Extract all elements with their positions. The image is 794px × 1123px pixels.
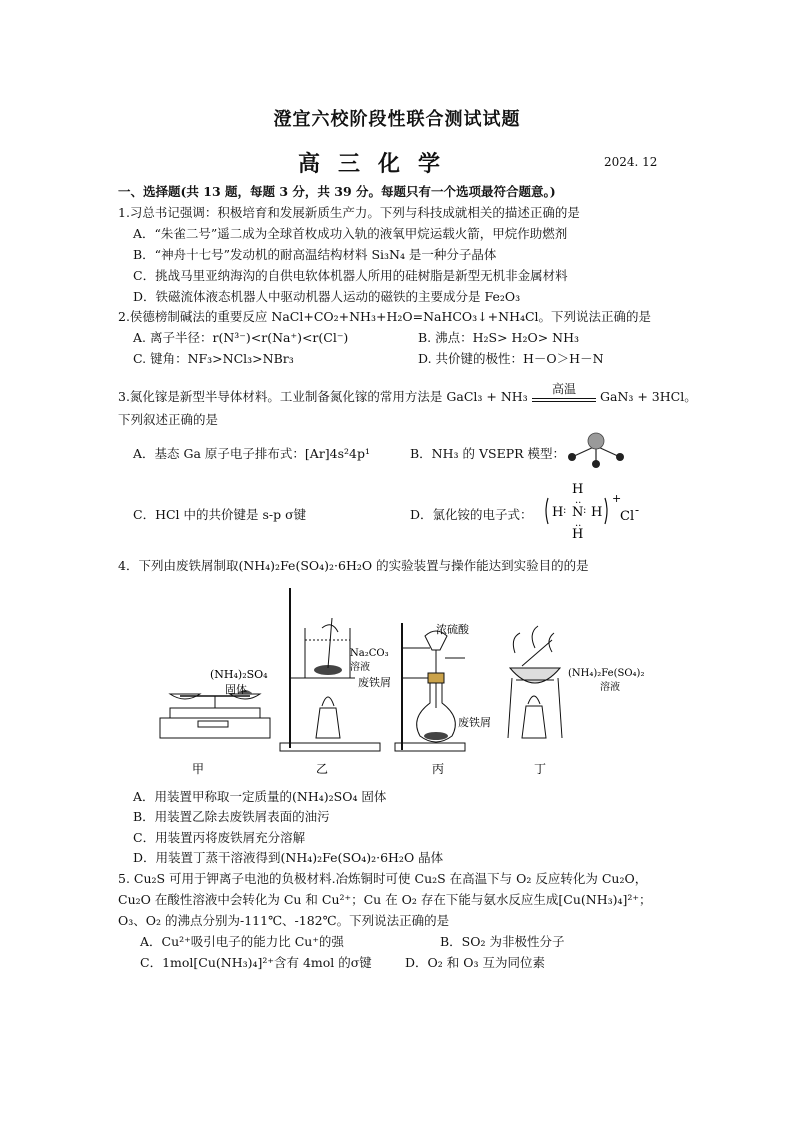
q4-stem: 4．下列由废铁屑制取(NH₄)₂Fe(SO₄)₂·6H₂O 的实验装置与操作能达到实验目的的是	[118, 558, 589, 573]
q1-option-a: A．“朱雀二号”遥二成为全球首枚成功入轨的液氧甲烷运载火箭，甲烷作助燃剂	[133, 226, 568, 241]
section-heading: 一、选择题(共 13 题，每题 3 分，共 39 分。每题只有一个选项最符合题意。)	[118, 184, 556, 199]
n-center: N	[572, 505, 584, 520]
q4-option-c: C．用装置丙将废铁屑充分溶解	[133, 830, 306, 845]
q3-stem-part1: 3.氮化镓是新型半导体材料。工业制备氮化镓的常用方法是 GaCl₃ + NH₃	[118, 389, 528, 404]
h-right: H	[591, 505, 603, 520]
chloride: Cl	[620, 509, 635, 524]
condition-label: 高温	[551, 382, 576, 396]
q2-option-b: B. 沸点：H₂S> H₂O> NH₃	[418, 330, 580, 345]
q2-option-d: D. 共价键的极性：H－O＞H－N	[418, 351, 604, 366]
jia-state-label: 固体	[225, 683, 247, 696]
anion-charge: -	[635, 503, 640, 517]
electron-formula-figure	[538, 480, 668, 542]
q3-stem-part3: 下列叙述正确的是	[118, 412, 219, 427]
q3-option-d: D．氯化铵的电子式：	[410, 507, 533, 522]
q3-option-a: A．基态 Ga 原子电子排布式：[Ar]4s²4p¹	[133, 446, 371, 461]
q3-option-c: C．HCl 中的共价键是 s-p σ键	[133, 507, 307, 522]
exam-title: 澄宜六校阶段性联合测试试题	[273, 109, 521, 130]
q2-option-a: A. 离子半径：r(N³⁻)<r(Na⁺)<r(Cl⁻)	[133, 330, 349, 345]
q5-line-1: 5. Cu₂S 可用于钾离子电池的负极材料.冶炼铜时可使 Cu₂S 在高温下与 O₂ 反应转化为 Cu₂O，	[118, 871, 648, 886]
flask-funnel-apparatus	[395, 623, 465, 751]
q5-option-a: A．Cu²⁺吸引电子的能力比 Cu⁺的强	[140, 934, 344, 949]
svg-text::: :	[583, 505, 587, 516]
q1-option-d: D．铁磁流体液态机器人中驱动机器人运动的磁铁的主要成分是 Fe₂O₃	[133, 289, 521, 304]
balance-apparatus	[160, 690, 270, 738]
yi-state-label: 溶液	[350, 662, 370, 673]
q5-option-c: C．1mol[Cu(NH₃)₄]²⁺含有 4mol 的σ键	[140, 955, 372, 970]
q4-option-b: B．用装置乙除去废铁屑表面的油污	[133, 809, 330, 824]
q1-stem: 1.习总书记强调：积极培育和发展新质生产力。下列与科技成就相关的描述正确的是	[118, 205, 580, 220]
label-yi: 乙	[316, 762, 329, 776]
yi-scrap-label: 废铁屑	[358, 676, 391, 689]
h-top: H	[572, 482, 584, 497]
q3-option-b: B．NH₃ 的 VSEPR 模型：	[410, 446, 565, 461]
svg-text:..: ..	[575, 495, 582, 506]
bing-acid-label: 浓硫酸	[436, 623, 469, 636]
exam-date: 2024. 12	[604, 155, 658, 169]
q1-option-b: B．“神舟十七号”发动机的耐高温结构材料 Si₃N₄ 是一种分子晶体	[133, 247, 497, 262]
apparatus-figure	[140, 578, 680, 778]
svg-text::: :	[563, 505, 567, 516]
evaporating-dish-apparatus	[508, 626, 562, 738]
svg-text:..: ..	[575, 518, 582, 529]
subject-title: 高三化学	[298, 151, 459, 177]
label-ding: 丁	[534, 762, 547, 776]
q4-option-d: D．用装置丁蒸干溶液得到(NH₄)₂Fe(SO₄)₂·6H₂O 晶体	[133, 850, 444, 865]
ding-state-label: 溶液	[600, 682, 620, 693]
q2-stem: 2.侯德榜制碱法的重要反应 NaCl+CO₂+NH₃+H₂O=NaHCO₃↓+NH₄Cl。下列说法正确的是	[118, 309, 652, 324]
q3-stem-part2: GaN₃ + 3HCl。	[600, 389, 697, 404]
jia-reagent-label: (NH₄)₂SO₄	[210, 668, 268, 681]
h-bottom: H	[572, 527, 584, 542]
h-left: H	[552, 505, 564, 520]
vsepr-model-figure	[560, 430, 630, 470]
q5-option-d: D．O₂ 和 O₃ 互为同位素	[405, 955, 545, 970]
label-jia: 甲	[192, 762, 205, 776]
q5-option-b: B．SO₂ 为非极性分子	[440, 934, 565, 949]
q1-option-c: C．挑战马里亚纳海沟的自供电软体机器人所用的硅树脂是新型无机非金属材料	[133, 268, 568, 283]
q4-option-a: A．用装置甲称取一定质量的(NH₄)₂SO₄ 固体	[133, 789, 387, 804]
reaction-condition	[532, 380, 596, 402]
yi-reagent-label: Na₂CO₃	[350, 648, 389, 659]
label-bing: 丙	[432, 762, 445, 776]
q5-line-3: O₃、O₂ 的沸点分别为-111℃、-182℃。下列说法正确的是	[118, 913, 450, 928]
q5-line-2: Cu₂O 在酸性溶液中会转化为 Cu 和 Cu²⁺；Cu 在 O₂ 存在下能与氨水反应生成[Cu(NH₃)₄]²⁺；	[118, 892, 652, 907]
ding-reagent-label: (NH₄)₂Fe(SO₄)₂	[568, 668, 645, 679]
bing-scrap-label: 废铁屑	[458, 716, 491, 729]
cation-charge: +	[612, 492, 622, 505]
q2-option-c: C. 键角：NF₃>NCl₃>NBr₃	[133, 351, 294, 366]
